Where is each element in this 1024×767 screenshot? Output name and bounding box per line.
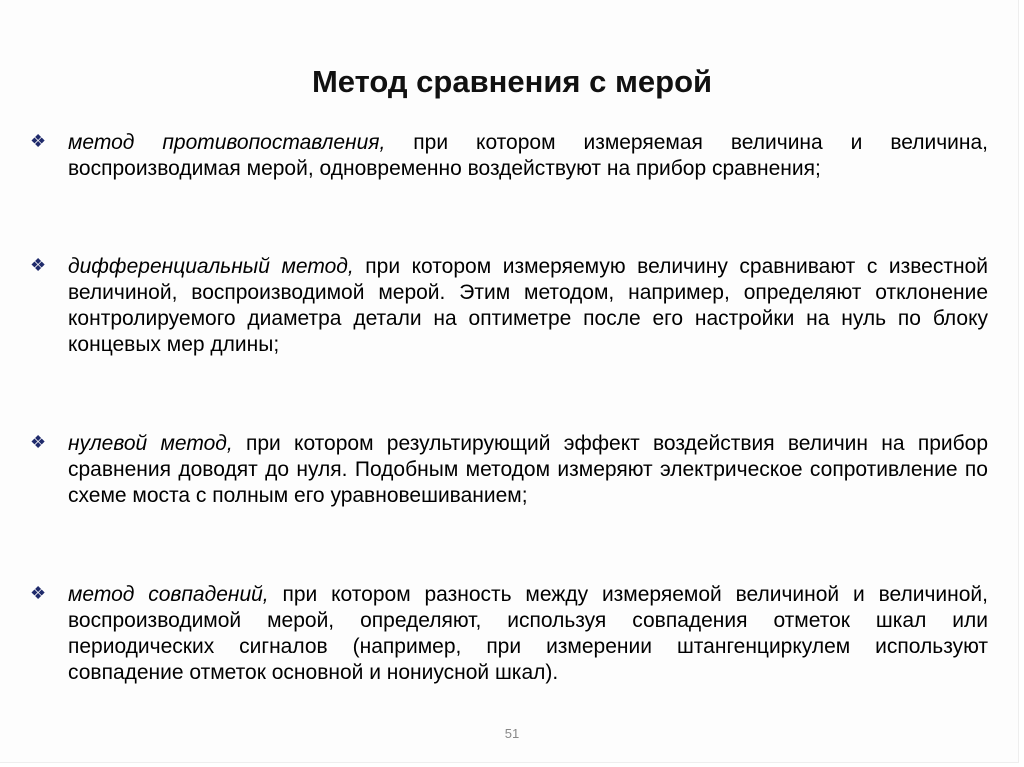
- description: при котором разность между измеряемой величиной и величиной, воспроизводимой мерой, определяют, используя совпадения отметок шкал или периодических сигналов (например, при измерении штангенциркулем используют совпадение отметок основной и нониусной шкал).: [68, 583, 988, 684]
- diamond-bullet-icon: ❖: [30, 131, 47, 151]
- diamond-bullet-icon: ❖: [30, 255, 47, 275]
- diamond-bullet-icon: ❖: [30, 583, 47, 603]
- list-item: [30, 130, 988, 182]
- description: при котором измеряемая величина и величина, воспроизводимая мерой, одновременно воздействуют на прибор сравнения;: [68, 131, 988, 180]
- list-item: [30, 431, 988, 509]
- diamond-bullet-icon: ❖: [30, 432, 47, 452]
- list-item: [30, 582, 988, 686]
- term: дифференциальный метод,: [68, 255, 354, 278]
- description: при котором результирующий эффект воздействия величин на прибор сравнения доводят до нуля. Подобным методом измеряют электрическое сопротивление по схеме моста с полным его уравновешиванием;: [68, 432, 988, 507]
- list-item: [30, 254, 988, 358]
- term: метод противопоставления,: [68, 131, 386, 154]
- term: нулевой метод,: [68, 432, 233, 455]
- page-number: 51: [504, 726, 520, 741]
- slide-title: Метод сравнения с мерой: [311, 64, 713, 99]
- description: при котором измеряемую величину сравнивают с известной величиной, воспроизводимой мерой. Этим методом, например, определяют отклонение контролируемого диаметра детали на оптиметре после его настройки на нуль по блоку концевых мер длины;: [68, 255, 988, 356]
- term: метод совпадений,: [68, 583, 269, 606]
